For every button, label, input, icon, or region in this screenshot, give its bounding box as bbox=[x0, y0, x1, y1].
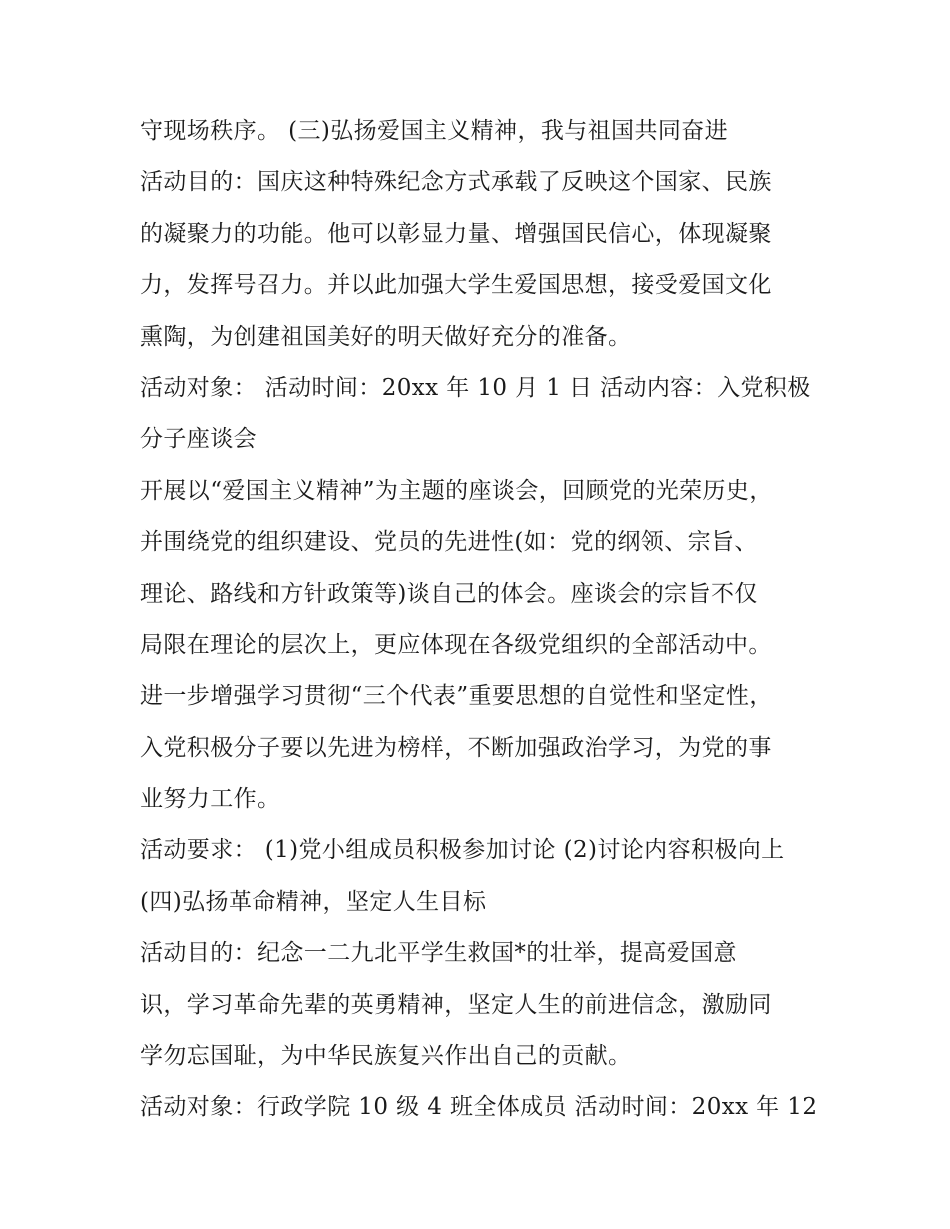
text-line-17: 活动目的：纪念一二九北平学生救国*的壮举，提高爱国意 bbox=[140, 940, 737, 967]
text-line-8: 开展以“爱国主义精神”为主题的座谈会，回顾党的光荣历史， bbox=[140, 477, 773, 504]
text-line-4: 力，发挥号召力。并以此加强大学生爱国思想，接受爱国文化 bbox=[140, 272, 772, 299]
text-line-20: 活动对象：行政学院 10 级 4 班全体成员 活动时间：20xx 年 12 bbox=[140, 1094, 818, 1121]
text-line-2: 活动目的：国庆这种特殊纪念方式承载了反映这个国家、民族 bbox=[140, 169, 772, 196]
text-line-1: 守现场秩序。 (三)弘扬爱国主义精神，我与祖国共同奋进 bbox=[140, 118, 729, 144]
text-line-9: 并围绕党的组织建设、党员的先进性(如：党的纲领、宗旨、 bbox=[140, 529, 758, 556]
text-line-3: 的凝聚力的功能。他可以彰显力量、增强国民信心，体现凝聚 bbox=[140, 220, 772, 247]
text-line-14: 业努力工作。 bbox=[140, 786, 281, 813]
text-line-10: 理论、路线和方针政策等)谈自己的体会。座谈会的宗旨不仅 bbox=[140, 580, 758, 607]
document-body bbox=[140, 106, 820, 1134]
text-line-15: 活动要求： (1)党小组成员积极参加讨论 (2)讨论内容积极向上 bbox=[140, 837, 785, 864]
text-line-6: 活动对象： 活动时间：20xx 年 10 月 1 日 活动内容：入党积极 bbox=[140, 374, 811, 401]
text-line-19: 学勿忘国耻，为中华民族复兴作出自己的贡献。 bbox=[140, 1043, 632, 1070]
text-line-12: 进一步增强学习贯彻“三个代表”重要思想的自觉性和坚定性， bbox=[140, 683, 773, 710]
text-line-11: 局限在理论的层次上，更应体现在各级党组织的全部活动中。 bbox=[140, 631, 772, 658]
text-line-16: (四)弘扬革命精神，坚定人生目标 bbox=[140, 888, 487, 915]
text-line-13: 入党积极分子要以先进为榜样，不断加强政治学习，为党的事 bbox=[140, 734, 772, 761]
text-line-5: 熏陶，为创建祖国美好的明天做好充分的准备。 bbox=[140, 323, 632, 350]
text-line-18: 识，学习革命先辈的英勇精神，坚定人生的前进信念，激励同 bbox=[140, 991, 772, 1018]
text-line-7: 分子座谈会 bbox=[140, 426, 257, 453]
